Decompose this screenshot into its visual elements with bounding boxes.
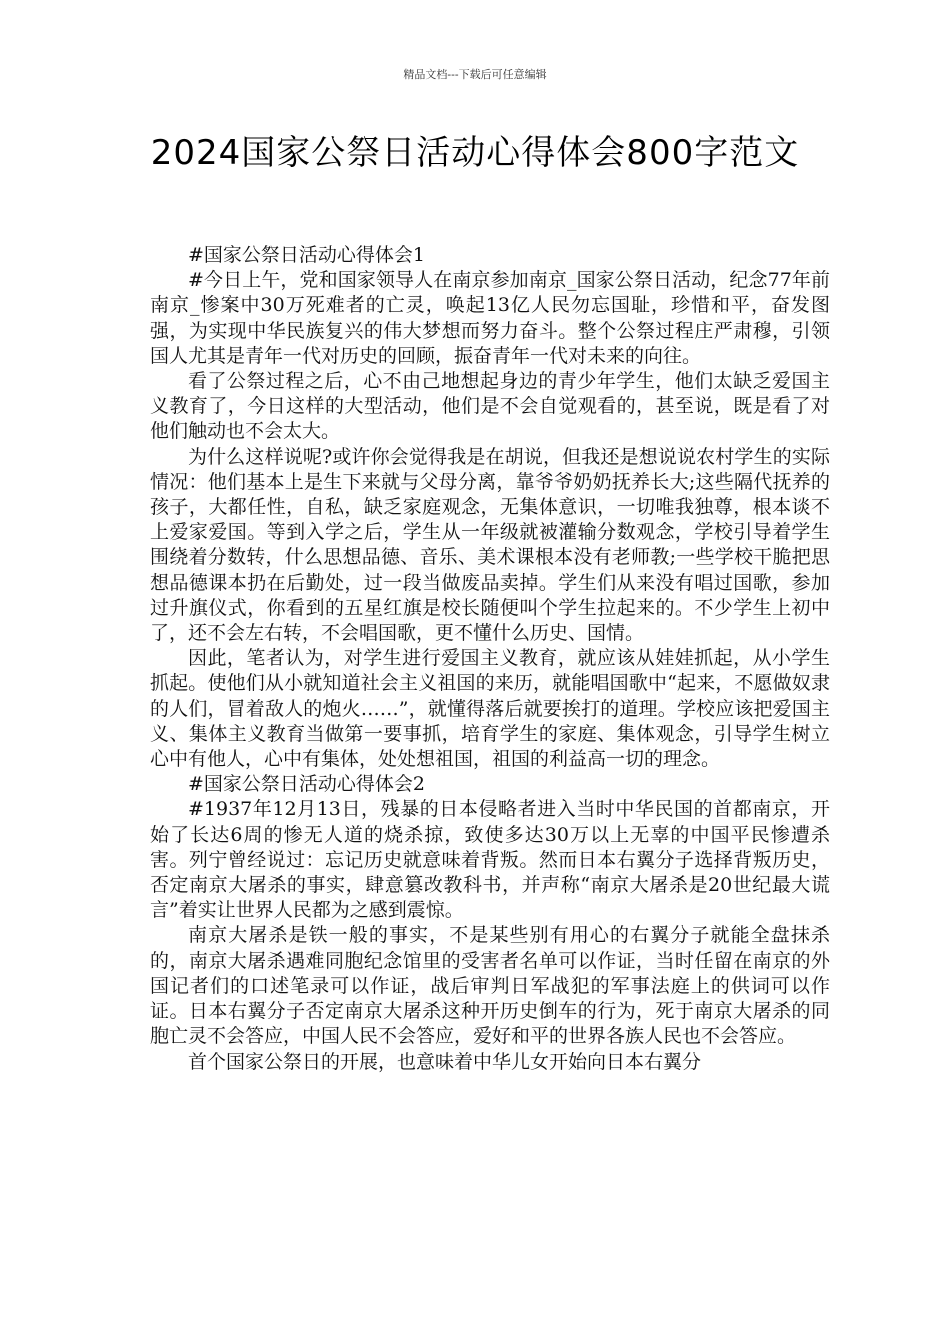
header-note: 精品文档---下载后可任意编辑 (403, 68, 547, 81)
paragraph: 首个国家公祭日的开展，也意味着中华儿女开始向日本右翼分 (188, 1050, 702, 1073)
paragraph: #今日上午，党和国家领导人在南京参加南京_国家公祭日活动，纪念77年前南京_惨案中30万死难者的亡灵，唤起13亿人民勿忘国耻，珍惜和平，奋发图强，为实现中华民族复兴的伟大梦想而努力奋斗。整个公祭过程庄严肃穆，引领国人尤其是青年一代对历史的回顾，振奋青年一代对未来的向往。 (150, 269, 830, 367)
document-body (150, 243, 830, 1075)
paragraph: 因此，笔者认为，对学生进行爱国主义教育，就应该从娃娃抓起，从小学生抓起。使他们从小就知道社会主义祖国的来历，就能唱国歌中“起来，不愿做奴隶的人们，冒着敌人的炮火……”，就懂得落后就要挨打的道理。学校应该把爱国主义、集体主义教育当做第一要事抓，培育学生的家庭、集体观念，引导学生树立心中有他人，心中有集体，处处想祖国，祖国的利益高一切的理念。 (150, 647, 830, 771)
paragraph: #1937年12月13日，残暴的日本侵略者进入当时中华民国的首都南京，开始了长达6周的惨无人道的烧杀掠，致使多达30万以上无辜的中国平民惨遭杀害。列宁曾经说过：忘记历史就意味着背叛。然而日本右翼分子选择背叛历史，否定南京大屠杀的事实，肆意篡改教科书，并声称“南京大屠杀是20世纪最大谎言”着实让世界人民都为之感到震惊。 (150, 798, 830, 922)
section-heading: #国家公祭日活动心得体会2 (188, 773, 426, 796)
section-heading: #国家公祭日活动心得体会1 (188, 244, 426, 266)
document-title: 2024国家公祭日活动心得体会800字范文 (150, 133, 800, 173)
paragraph: 为什么这样说呢?或许你会觉得我是在胡说，但我还是想说说农村学生的实际情况：他们基本上是生下来就与父母分离，靠爷爷奶奶抚养长大;这些隔代抚养的孩子，大都任性，自私，缺乏家庭观念，无集体意识，一切唯我独尊，根本谈不上爱家爱国。等到入学之后，学生从一年级就被灌输分数观念，学校引导着学生围绕着分数转，什么思想品德、音乐、美术课根本没有老师教;一些学校干脆把思想品德课本扔在后勤处，过一段当做废品卖掉。学生们从来没有唱过国歌，参加过升旗仪式，你看到的五星红旗是校长随便叫个学生拉起来的。不少学生上初中了，还不会左右转，不会唱国歌，更不懂什么历史、国情。 (150, 445, 830, 645)
paragraph: 看了公祭过程之后，心不由己地想起身边的青少年学生，他们太缺乏爱国主义教育了，今日这样的大型活动，他们是不会自觉观看的，甚至说，既是看了对他们触动也不会太大。 (150, 370, 830, 443)
paragraph: 南京大屠杀是铁一般的事实，不是某些别有用心的右翼分子就能全盘抹杀的，南京大屠杀遇难同胞纪念馆里的受害者名单可以作证，当时任留在南京的外国记者们的口述笔录可以作证，战后审判日军战犯的军事法庭上的供词可以作证。日本右翼分子否定南京大屠杀这种开历史倒车的行为，死于南京大屠杀的同胞亡灵不会答应，中国人民不会答应，爱好和平的世界各族人民也不会答应。 (150, 924, 830, 1048)
